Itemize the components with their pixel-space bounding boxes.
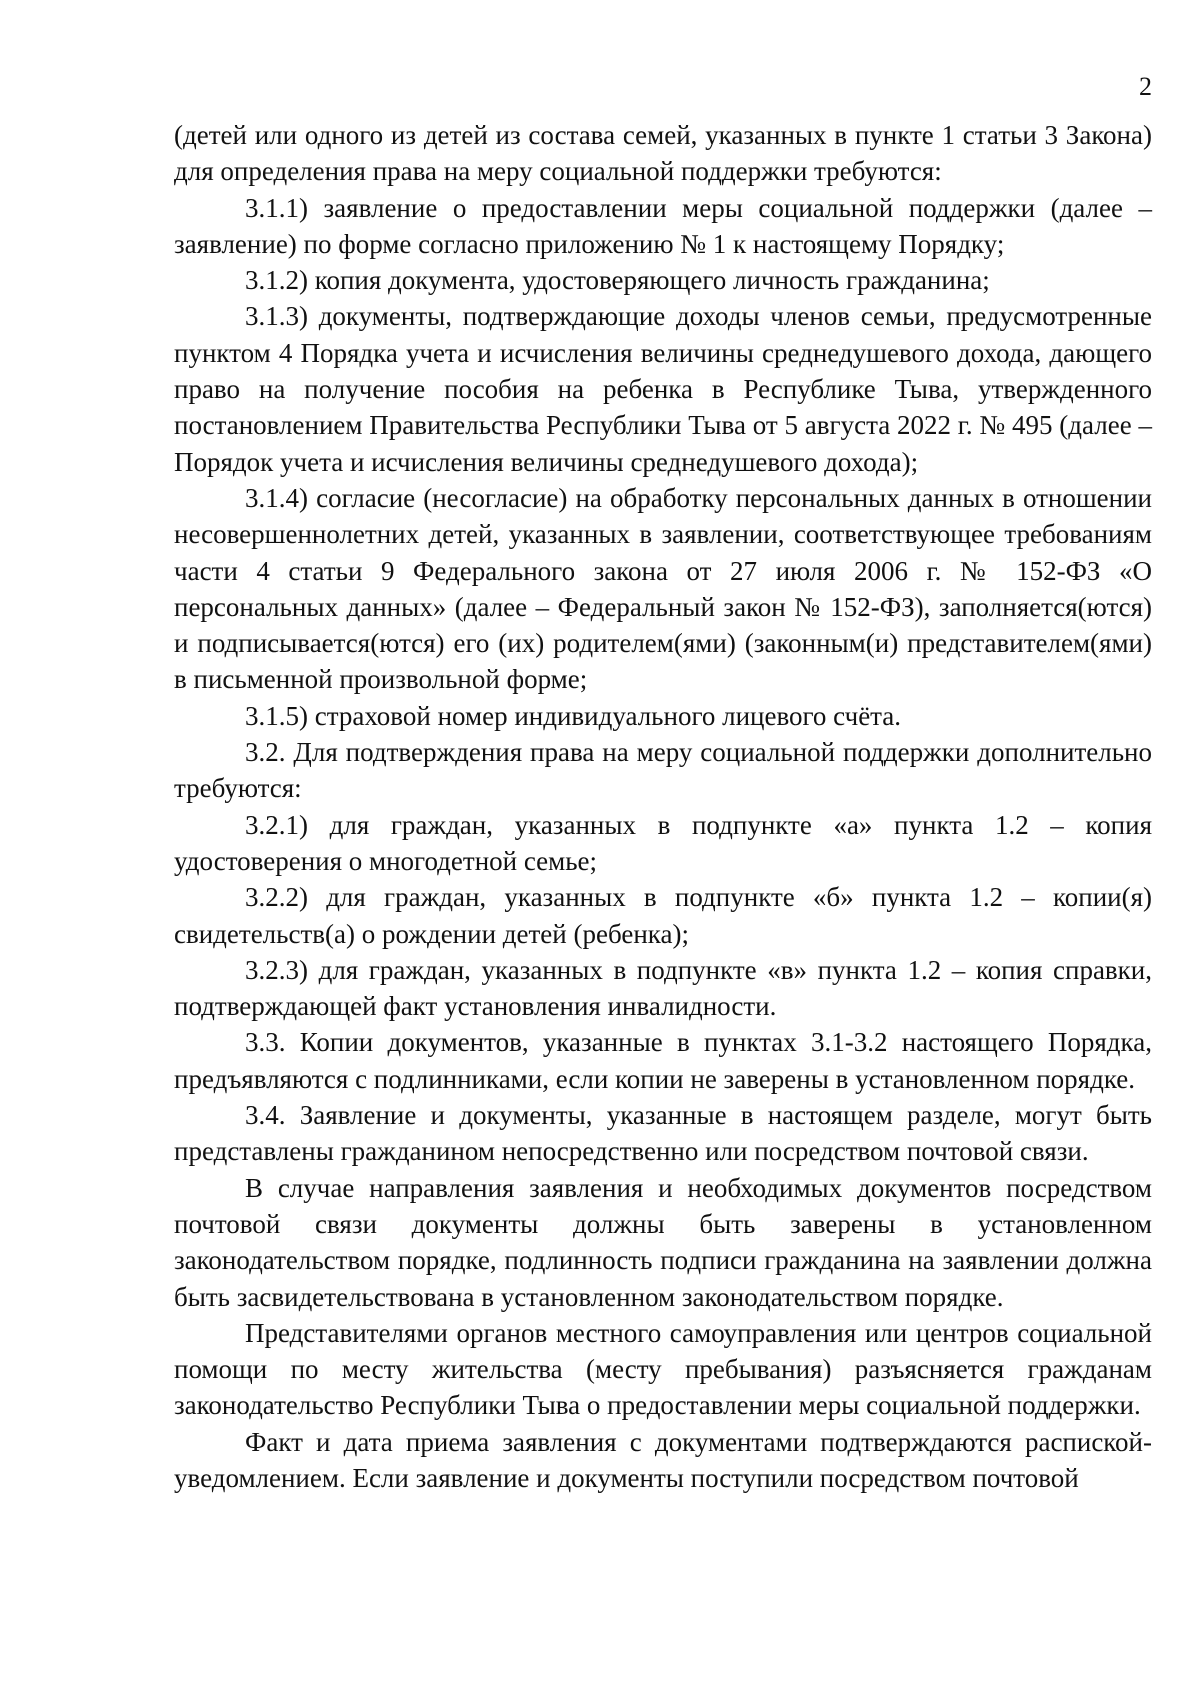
paragraph: 3.1.2) копия документа, удостоверяющего личность гражданина; — [245, 265, 990, 296]
paragraph: 3.3. Копии документов, указанные в пунктах 3.1-3.2 настоящего Порядка, предъявляются с подлинниками, если копии не заверены в установленном порядке. — [174, 1027, 1152, 1094]
document-body — [174, 117, 1152, 1496]
paragraph: 3.2. Для подтверждения права на меру социальной поддержки дополнительно требуются: — [174, 737, 1152, 804]
paragraph: 3.2.2) для граждан, указанных в подпункте «б» пункта 1.2 – копии(я) свидетельств(а) о рождении детей (ребенка); — [174, 882, 1152, 949]
page-number: 2 — [1139, 72, 1152, 101]
paragraph: Представителями органов местного самоуправления или центров социальной помощи по месту жительства (месту пребывания) разъясняется гражданам законодательство Республики Тыва о предоставлении меры социальной поддержки. — [174, 1317, 1152, 1421]
paragraph: 3.1.1) заявление о предоставлении меры социальной поддержки (далее – заявление) по форме согласно приложению № 1 к настоящему Порядку; — [174, 192, 1152, 259]
paragraph: (детей или одного из детей из состава семей, указанных в пункте 1 статьи 3 Закона) для определения права на меру социальной поддержки требуются: — [174, 120, 1152, 187]
paragraph: 3.1.4) согласие (несогласие) на обработку персональных данных в отношении несовершеннолетних детей, указанных в заявлении, соответствующее требованиям части 4 статьи 9 Федерального закона от 27 июля 2006 г. № 152-ФЗ «О персональных данных» (далее – Федеральный закон № 152-ФЗ), заполняется(ются) и подписывается(ются) его (их) родителем(ями) (законным(и) представителем(ями) в письменной произвольной форме; — [174, 482, 1152, 695]
paragraph: Факт и дата приема заявления с документами подтверждаются распиской-уведомлением. Если заявление и документы поступили посредством почтовой — [174, 1426, 1152, 1493]
paragraph: В случае направления заявления и необходимых документов посредством почтовой связи документы должны быть заверены в установленном законодательством порядке, подлинность подписи гражданина на заявлении должна быть засвидетельствована в установленном законодательством порядке. — [174, 1172, 1152, 1312]
paragraph: 3.4. Заявление и документы, указанные в настоящем разделе, могут быть представлены гражданином непосредственно или посредством почтовой связи. — [174, 1100, 1152, 1167]
paragraph: 3.1.5) страховой номер индивидуального лицевого счёта. — [245, 700, 902, 731]
paragraph: 3.2.3) для граждан, указанных в подпункте «в» пункта 1.2 – копия справки, подтверждающей факт установления инвалидности. — [174, 954, 1152, 1022]
paragraph: 3.2.1) для граждан, указанных в подпункте «а» пункта 1.2 – копия удостоверения о многодетной семье; — [174, 809, 1152, 876]
paragraph: 3.1.3) документы, подтверждающие доходы членов семьи, предусмотренные пунктом 4 Порядка учета и исчисления величины среднедушевого дохода, дающего право на получение пособия на ребенка в Республике Тыва, утвержденного постановлением Правительства Республики Тыва от 5 августа 2022 г. № 495 (далее – Порядок учета и исчисления величины среднедушевого дохода); — [174, 301, 1152, 477]
